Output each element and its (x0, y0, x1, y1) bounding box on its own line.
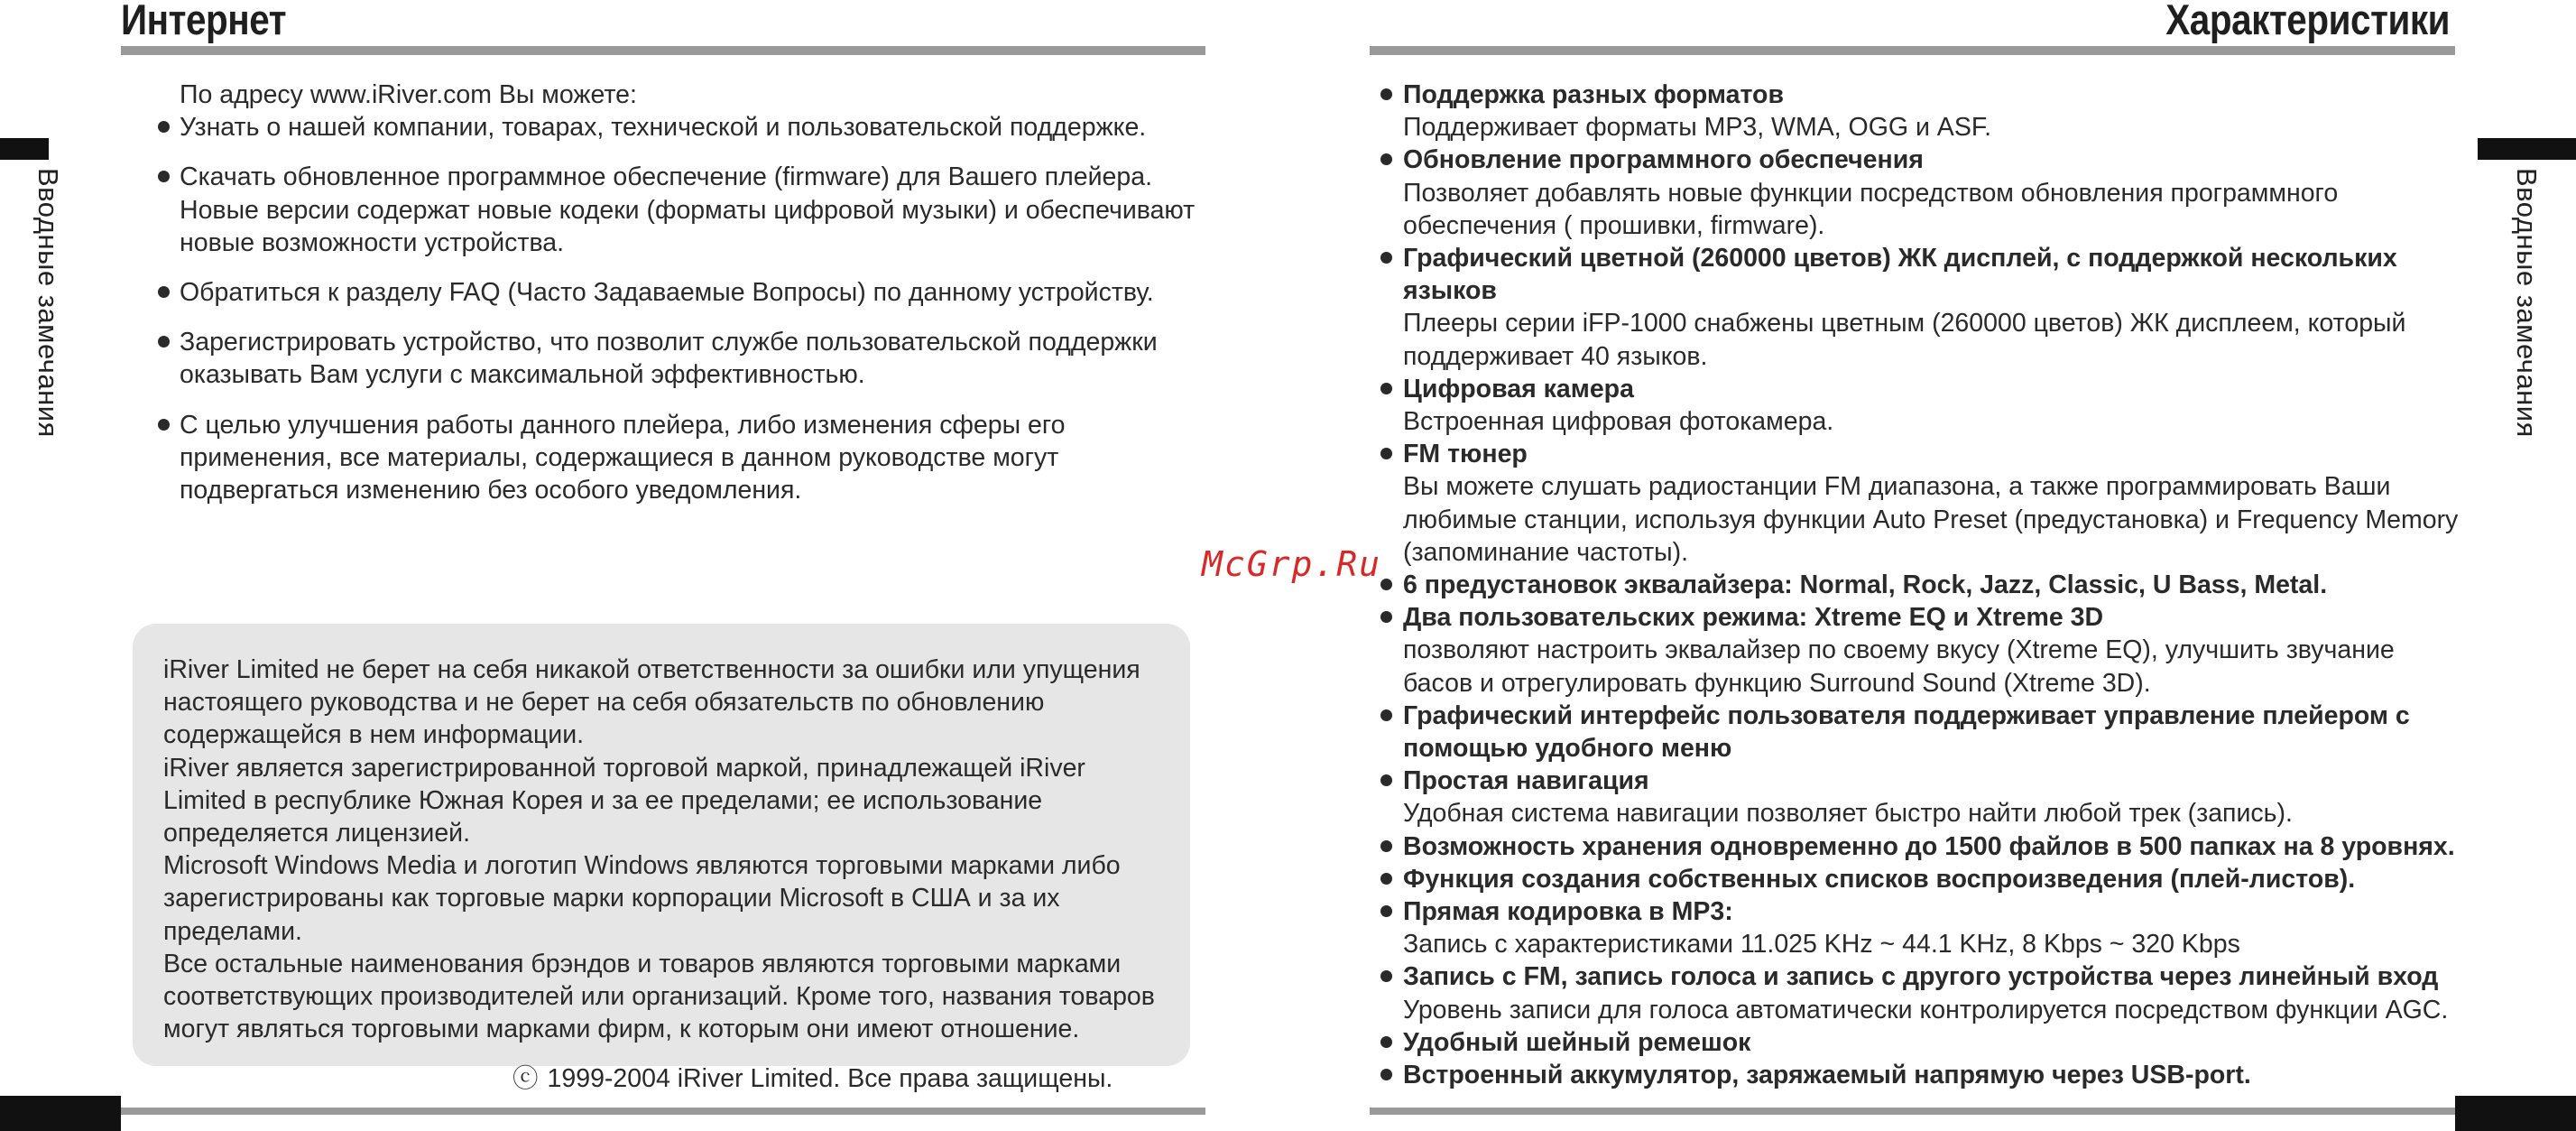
copyright-line (163, 1062, 1168, 1095)
feature-title: Поддержка разных форматов (1403, 80, 1784, 109)
bullet-icon (1380, 611, 1392, 623)
bullet-icon (1380, 252, 1392, 264)
side-tab-right (2478, 138, 2576, 160)
side-label-left: Вводные замечания (32, 168, 64, 438)
bullet-icon (1380, 709, 1392, 721)
page-title-internet: Интернет (121, 0, 287, 43)
footer-tab-right (2455, 1096, 2576, 1131)
feature-title: 6 предустановок эквалайзера: Normal, Rock, Jazz, Classic, U Bass, Metal. (1403, 570, 2328, 600)
list-item-text: Узнать о нашей компании, товарах, технической и пользовательской поддержке. (180, 113, 1147, 143)
disclaimer-paragraph: Microsoft Windows Media и логотип Windows являются торговыми марками либо зарегистрированы как торговые марки корпорации Microsoft в США и за их пределами. (163, 851, 1121, 946)
list-item (158, 161, 1209, 259)
feature-description: Встроенная цифровая фотокамера. (1403, 407, 1834, 437)
bullet-icon (1380, 905, 1392, 917)
feature-description: Удобная система навигации позволяет быстро найти любой трек (запись). (1403, 799, 2293, 829)
feature-item (1380, 144, 2463, 242)
page-title-features: Характеристики (2165, 0, 2450, 43)
feature-title: Запись с FM, запись голоса и запись с другого устройства через линейный вход (1403, 962, 2439, 992)
disclaimer-paragraph: iRiver Limited не берет на себя никакой ответственности за ошибки или упущения настоящего руководства и не берет на себя обязательств по обновлению содержащейся в нем информации. (163, 655, 1140, 750)
feature-title: Удобный шейный ремешок (1403, 1027, 1751, 1057)
disclaimer-paragraph: Все остальные наименования брэндов и товаров являются торговыми марками соответствующих производителей или организаций. Кроме того, названия товаров могут являться торговыми марками фирм, к которым они имеют отношение. (163, 949, 1155, 1044)
feature-item (1380, 569, 2463, 601)
intro-text: По адресу www.iRiver.com Вы можете: (180, 80, 637, 109)
feature-title: Графический цветной (260000 цветов) ЖК дисплей, с поддержкой нескольких языков (1403, 244, 2397, 306)
feature-item (1380, 863, 2463, 895)
list-item (158, 326, 1209, 391)
internet-bullet-list (158, 111, 1209, 506)
bullet-icon (1380, 383, 1392, 394)
disclaimer-paragraph: iRiver является зарегистрированной торговой маркой, принадлежащей iRiver Limited в республике Южная Корея и за ее пределами; ее использование определяется лицензией. (163, 753, 1085, 848)
bullet-icon (1380, 873, 1392, 885)
feature-title: FM тюнер (1403, 440, 1528, 469)
internet-section (158, 79, 1209, 524)
feature-item (1380, 438, 2463, 569)
feature-description: Поддерживает форматы MP3, WMA, OGG и ASF. (1403, 113, 1991, 143)
feature-item (1380, 895, 2463, 960)
feature-item (1380, 373, 2463, 438)
footer-tab-left (0, 1096, 121, 1131)
bullet-icon (158, 419, 170, 431)
feature-description: Уровень записи для голоса автоматически контролируется посредством функции AGC. (1403, 995, 2449, 1024)
list-item-text: Обратиться к разделу FAQ (Часто Задаваемые Вопросы) по данному устройству. (180, 278, 1154, 308)
feature-title: Возможность хранения одновременно до 1500 файлов в 500 папках на 8 уровнях. (1403, 831, 2455, 861)
bullet-icon (1380, 840, 1392, 852)
bullet-icon (1380, 970, 1392, 982)
feature-item (1380, 765, 2463, 830)
list-item (158, 276, 1209, 309)
watermark-text: McGrp.Ru (1202, 544, 1382, 584)
feature-title: Графический интерфейс пользователя поддерживает управление плейером с помощью удобного меню (1403, 700, 2410, 764)
list-item (158, 409, 1209, 507)
footer-rule-right (1370, 1108, 2455, 1115)
list-item-text: Скачать обновленное программное обеспечение (firmware) для Вашего плейера. Новые версии содержат новые кодеки (форматы цифровой музыки) и обеспечивают новые возможности устройства. (180, 162, 1196, 257)
bullet-icon (1380, 579, 1392, 590)
feature-title: Обновление программного обеспечения (1403, 145, 1924, 175)
feature-description: позволяют настроить эквалайзер по своему вкусу (Xtreme EQ), улучшить звучание басов и отрегулировать функцию Surround Sound (Xtreme 3D). (1403, 635, 2395, 698)
bullet-icon (1380, 1069, 1392, 1080)
feature-title: Цифровая камера (1403, 374, 1634, 403)
bullet-icon (1380, 88, 1392, 100)
bullet-icon (1380, 153, 1392, 165)
side-label-right: Вводные замечания (2511, 168, 2543, 438)
feature-description: Плееры серии iFP-1000 снабжены цветным (260000 цветов) ЖК дисплеем, который поддерживает 40 языков. (1403, 309, 2406, 371)
feature-item (1380, 1026, 2463, 1059)
feature-description: Вы можете слушать радиостанции FM диапазона, а также программировать Ваши любимые станции, используя функции Auto Preset (предустановка) и Frequency Memory (запоминание частоты). (1403, 472, 2459, 567)
feature-item (1380, 1059, 2463, 1091)
bullet-icon (1380, 448, 1392, 459)
footer-rule-left (121, 1108, 1205, 1115)
header-rule-left (121, 46, 1205, 55)
feature-item (1380, 700, 2463, 765)
copyright-icon: ⓒ (512, 1064, 539, 1094)
header-rule-right (1370, 46, 2455, 55)
feature-title: Прямая кодировка в MP3: (1403, 897, 1733, 927)
bullet-icon (158, 171, 170, 182)
bullet-icon (1380, 1036, 1392, 1048)
list-item-text: Зарегистрировать устройство, что позволит службе пользовательской поддержки оказывать Вам услуги с максимальной эффективностью. (180, 328, 1158, 390)
bullet-icon (1380, 774, 1392, 786)
feature-title: Два пользовательских режима: Xtreme EQ и Xtreme 3D (1403, 603, 2104, 633)
list-item-text: С целью улучшения работы данного плейера, либо изменения сферы его применения, все материалы, содержащиеся в данном руководстве могут подвергаться изменению без особого уведомления. (180, 410, 1066, 505)
list-item (158, 111, 1209, 144)
features-list (1380, 79, 2463, 1091)
feature-item (1380, 960, 2463, 1025)
bullet-icon (158, 121, 170, 133)
side-tab-left (0, 138, 49, 160)
feature-item (1380, 79, 2463, 144)
bullet-icon (158, 336, 170, 348)
feature-title: Функция создания собственных списков воспроизведения (плей-листов). (1403, 864, 2356, 894)
copyright-text: 1999-2004 iRiver Limited. Все права защищены. (547, 1064, 1113, 1094)
feature-title: Простая навигация (1403, 766, 1649, 796)
feature-item (1380, 601, 2463, 700)
feature-description: Запись с характеристиками 11.025 KHz ~ 44.1 KHz, 8 Kbps ~ 320 Kbps (1403, 930, 2240, 959)
features-section (1380, 79, 2463, 1091)
disclaimer-box (133, 624, 1190, 1094)
feature-item (1380, 242, 2463, 373)
feature-title: Встроенный аккумулятор, заряжаемый напрямую через USB-port. (1403, 1061, 2251, 1090)
feature-item (1380, 830, 2463, 863)
feature-description: Позволяет добавлять новые функции посредством обновления программного обеспечения ( прошивки, firmware). (1403, 178, 2339, 240)
bullet-icon (158, 286, 170, 298)
